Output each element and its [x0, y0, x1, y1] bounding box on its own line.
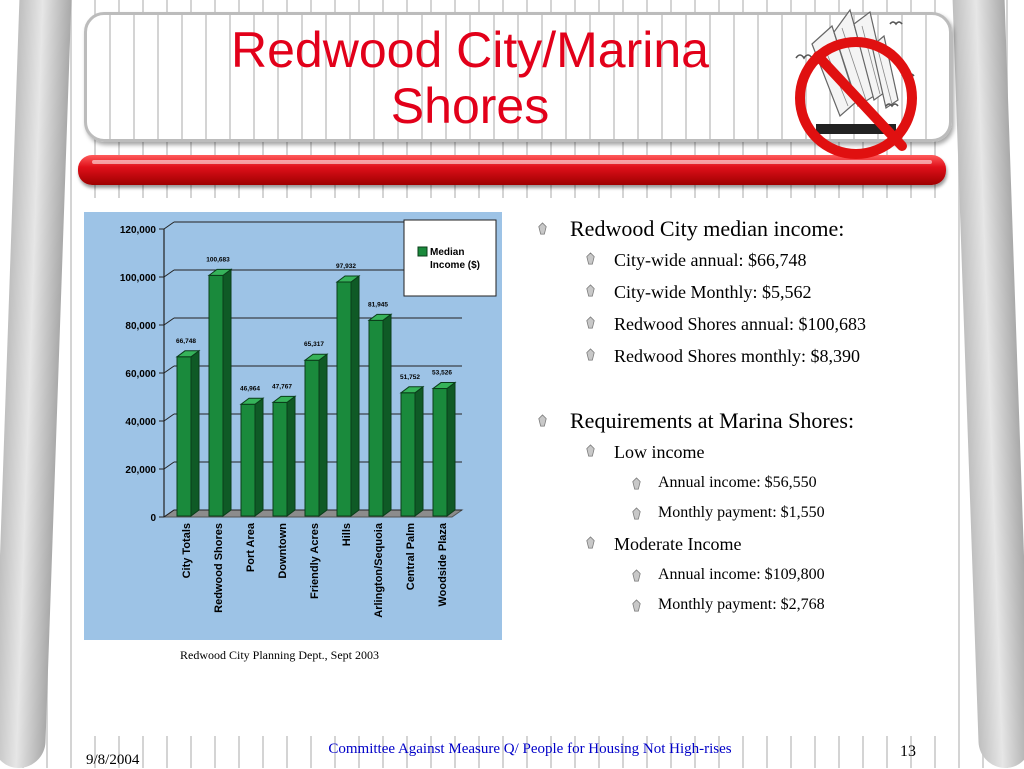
bar-side [447, 383, 455, 516]
bullet-icon [536, 414, 549, 427]
title-line-1: Redwood City/Marina [231, 22, 709, 78]
bar-front [241, 404, 255, 516]
bar-side [255, 398, 263, 516]
y-tick-label: 100,000 [119, 273, 156, 284]
legend-label-line2: Income ($) [430, 260, 481, 271]
gridline-depth [164, 414, 174, 421]
footer-organization: Committee Against Measure Q/ People for Housing Not High-rises [328, 741, 732, 757]
gridline-depth [164, 462, 174, 469]
bar-side [287, 396, 295, 516]
bullet-low-monthly: Monthly payment: $1,550 [532, 498, 952, 528]
bullet-list [532, 214, 952, 620]
bullet-low-annual: Annual income: $56,550 [532, 468, 952, 498]
x-category-label: Downtown [277, 523, 289, 579]
chart-source: Redwood City Planning Dept., Sept 2003 [180, 648, 379, 662]
bar-value-label: 53,526 [432, 369, 452, 377]
bullet-low-income: Low income [532, 436, 952, 468]
x-category-label: City Totals [181, 523, 193, 579]
bullet-moderate-monthly: Monthly payment: $2,768 [532, 590, 952, 620]
gridline-depth [164, 270, 174, 277]
bullet-icon [584, 536, 597, 549]
legend-label-line1: Median [430, 247, 465, 258]
bar-front [177, 357, 191, 516]
y-tick-label: 80,000 [125, 321, 156, 332]
bullet-icon [584, 252, 597, 265]
chart-svg [84, 212, 502, 640]
page-number: 13 [900, 743, 916, 760]
bullet-icon [584, 348, 597, 361]
legend-box [404, 220, 496, 296]
bullet-citywide-annual: City-wide annual: $66,748 [532, 244, 952, 276]
bullet-icon [584, 316, 597, 329]
bar-value-label: 97,932 [336, 262, 356, 270]
no-high-rise-logo-icon [790, 6, 920, 162]
bar-value-label: 65,317 [304, 341, 324, 349]
bar-side [383, 314, 391, 516]
income-bar-chart [84, 212, 502, 640]
bullet-icon [536, 222, 549, 235]
bullet-spacer [532, 372, 952, 406]
bar-value-label: 66,748 [176, 337, 196, 345]
bullet-icon [630, 477, 643, 490]
slide-title [140, 22, 800, 134]
bullet-icon [584, 284, 597, 297]
bullet-icon [630, 599, 643, 612]
x-category-label: Hills [341, 523, 353, 547]
y-tick-label: 40,000 [125, 417, 156, 428]
bullet-citywide-monthly: City-wide Monthly: $5,562 [532, 276, 952, 308]
bar-side [191, 351, 199, 516]
bar-front [337, 282, 351, 516]
gridline-depth [164, 318, 174, 325]
bar-side [223, 269, 231, 516]
x-category-label: Friendly Acres [309, 523, 321, 600]
bullet-shores-annual: Redwood Shores annual: $100,683 [532, 308, 952, 340]
bar-side [351, 276, 359, 516]
x-category-label: Arlington/Sequoia [373, 523, 385, 618]
x-category-label: Redwood Shores [213, 523, 225, 613]
x-category-label: Central Palm [405, 523, 417, 591]
y-tick-label: 120,000 [119, 225, 156, 236]
bullet-median-income: Redwood City median income: [532, 214, 952, 244]
bar-front [369, 320, 383, 516]
bar-side [415, 387, 423, 516]
bar-front [433, 389, 447, 516]
gridline-depth [164, 366, 174, 373]
bar-front [209, 275, 223, 516]
footer-date: 9/8/2004 [86, 752, 140, 768]
bar-value-label: 46,964 [240, 385, 260, 393]
bullet-icon [630, 569, 643, 582]
title-line-2: Shores [390, 78, 550, 134]
bar-value-label: 51,752 [400, 373, 420, 381]
bar-value-label: 81,945 [368, 301, 388, 309]
bullet-moderate-annual: Annual income: $109,800 [532, 560, 952, 590]
bullet-icon [630, 507, 643, 520]
bullet-icon [584, 444, 597, 457]
bar-front [273, 402, 287, 516]
y-tick-label: 0 [150, 513, 156, 524]
bar-side [319, 354, 327, 516]
gridline-depth [164, 222, 174, 229]
x-category-label: Port Area [245, 523, 257, 573]
bar-value-label: 100,683 [206, 256, 230, 264]
bullet-requirements: Requirements at Marina Shores: [532, 406, 952, 436]
x-category-label: Woodside Plaza [437, 523, 449, 607]
y-tick-label: 60,000 [125, 369, 156, 380]
bar-front [305, 360, 319, 516]
y-tick-label: 20,000 [125, 465, 156, 476]
bar-front [401, 393, 415, 516]
bar-value-label: 47,767 [272, 383, 292, 391]
legend-swatch [418, 247, 427, 256]
bullet-moderate-income: Moderate Income [532, 528, 952, 560]
bullet-shores-monthly: Redwood Shores monthly: $8,390 [532, 340, 952, 372]
